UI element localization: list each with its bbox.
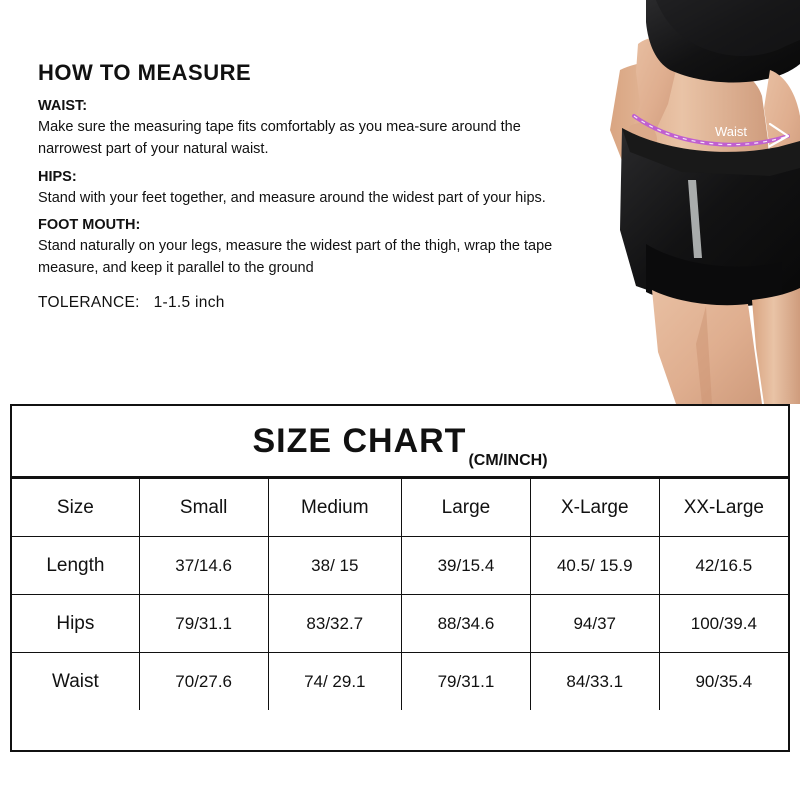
tolerance-label: TOLERANCE: xyxy=(38,293,140,311)
table-row xyxy=(12,653,788,711)
waist-text: Make sure the measuring tape fits comfortably as you mea-sure around the narrowest part of your natural waist. xyxy=(38,119,521,157)
foot-mouth-label: FOOT MOUTH: xyxy=(38,217,141,234)
length-medium: 38/ 15 xyxy=(268,537,401,595)
length-xlarge: 40.5/ 15.9 xyxy=(530,537,659,595)
page-title: HOW TO MEASURE xyxy=(38,60,252,85)
bottom-whitespace xyxy=(0,752,800,800)
hips-label: HIPS: xyxy=(38,168,77,185)
column-header-large: Large xyxy=(402,479,531,537)
column-header-xxlarge: XX-Large xyxy=(659,479,788,537)
size-chart-unit: (CM/INCH) xyxy=(468,452,548,469)
table-row xyxy=(12,537,788,595)
column-header-small: Small xyxy=(139,479,268,537)
row-header-hips: Hips xyxy=(12,595,139,653)
measure-instructions xyxy=(38,60,558,312)
size-chart-title: SIZE CHART xyxy=(252,421,467,460)
row-header-waist: Waist xyxy=(12,653,139,711)
hips-text: Stand with your feet together, and measure around the widest part of your hips. xyxy=(38,189,546,206)
length-small: 37/14.6 xyxy=(139,537,268,595)
row-header-length: Length xyxy=(12,537,139,595)
column-header-xlarge: X-Large xyxy=(530,479,659,537)
size-chart xyxy=(10,404,790,752)
size-chart-table xyxy=(12,478,788,710)
waist-medium: 74/ 29.1 xyxy=(268,653,401,711)
size-chart-header xyxy=(12,406,788,478)
length-xxlarge: 42/16.5 xyxy=(659,537,788,595)
waist-label: WAIST: xyxy=(38,98,88,114)
column-header-size: Size xyxy=(12,479,139,537)
length-large: 39/15.4 xyxy=(402,537,531,595)
column-header-medium: Medium xyxy=(268,479,401,537)
hips-large: 88/34.6 xyxy=(402,595,531,653)
waist-xlarge: 84/33.1 xyxy=(530,653,659,711)
foot-mouth-text: Stand naturally on your legs, measure the widest part of the thigh, wrap the tape measure, and keep it parallel to the ground xyxy=(38,238,553,277)
hips-medium: 83/32.7 xyxy=(268,595,401,653)
waist-small: 70/27.6 xyxy=(139,653,268,711)
hips-xlarge: 94/37 xyxy=(530,595,659,653)
hips-xxlarge: 100/39.4 xyxy=(659,595,788,653)
hips-small: 79/31.1 xyxy=(139,595,268,653)
waist-xxlarge: 90/35.4 xyxy=(659,653,788,711)
waist-large: 79/31.1 xyxy=(402,653,531,711)
table-header-row xyxy=(12,479,788,537)
table-row xyxy=(12,595,788,653)
waist-callout-label: Waist xyxy=(715,124,748,139)
tolerance-row xyxy=(38,294,558,312)
tolerance-value: 1-1.5 inch xyxy=(153,293,225,311)
